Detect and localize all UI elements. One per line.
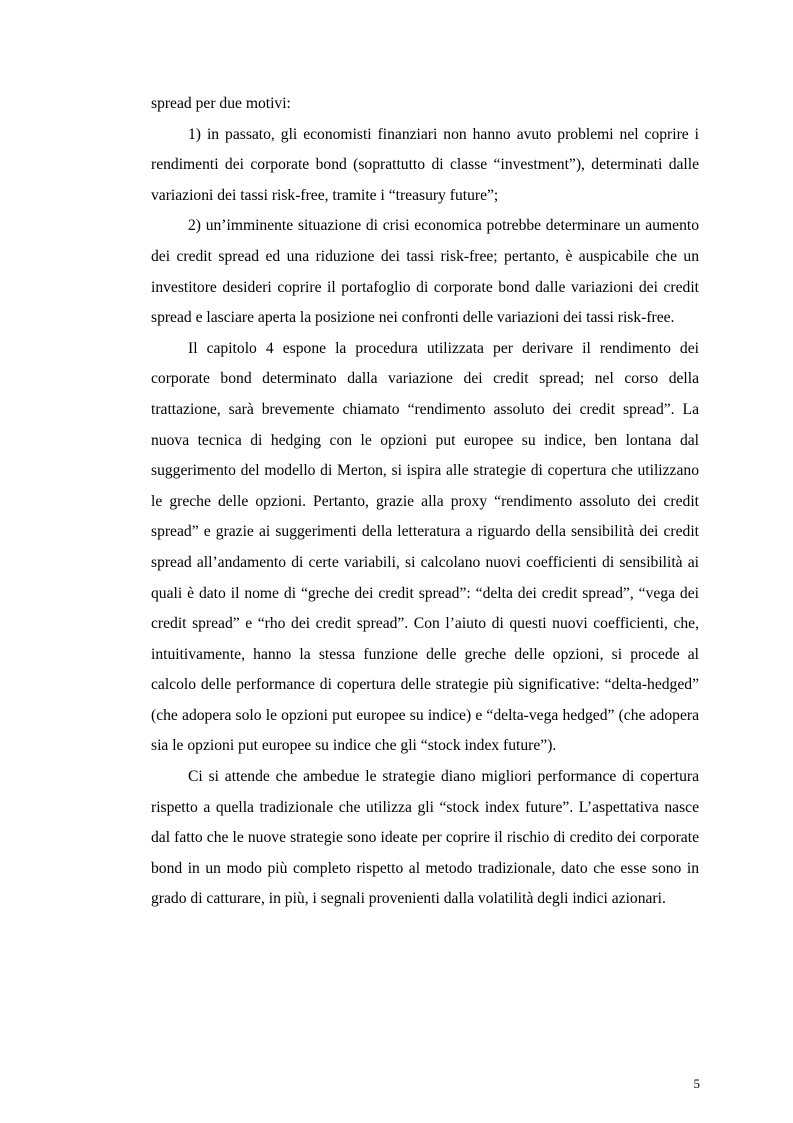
paragraph-chapter-4: Il capitolo 4 espone la procedura utilizzata per derivare il rendimento dei corporate bond determinato dalla variazione dei credit spread; nel corso della trattazione, sarà brevemente chiamato “rendimento assoluto dei credit spread”. La nuova tecnica di hedging con le opzioni put europee su indice, ben lontana dal suggerimento del modello di Merton, si ispira alle strategie di copertura che utilizzano le greche delle opzioni. Pertanto, grazie alla proxy “rendimento assoluto dei credit spread” e grazie ai suggerimenti della letteratura a riguardo della sensibilità dei credit spread all’andamento di certe variabili, si calcolano nuovi coefficienti di sensibilità ai quali è dato il nome di “greche dei credit spread”: “delta dei credit spread”, “vega dei credit spread” e “rho dei credit spread”. Con l’aiuto di questi nuovi coefficienti, che, intuitivamente, hanno la stessa funzione delle greche delle opzioni, si procede al calcolo delle performance di copertura delle strategie più significative: “delta-hedged” (che adopera solo le opzioni put europee su indice) e “delta-vega hedged” (che adopera sia le opzioni put europee su indice che gli “stock index future”).	[151, 339, 699, 755]
paragraph-reason-2: 2) un’imminente situazione di crisi economica potrebbe determinare un aumento dei credit spread ed una riduzione dei tassi risk-free; pertanto, è auspicabile che un investitore desideri coprire il portafoglio di corporate bond dalle variazioni dei credit spread e lasciare aperta la posizione nei confronti delle variazioni dei tassi risk-free.	[151, 217, 699, 327]
paragraph-reason-1: 1) in passato, gli economisti finanziari non hanno avuto problemi nel coprire i rendimenti dei corporate bond (soprattutto di classe “investment”), determinati dalle variazioni dei tassi risk-free, tramite i “treasury future”;	[151, 125, 699, 204]
page-number: 5	[693, 1076, 700, 1091]
body-text	[151, 89, 699, 915]
paragraph-expectations: Ci si attende che ambedue le strategie diano migliori performance di copertura rispetto a quella tradizionale che utilizza gli “stock index future”. L’aspettativa nasce dal fatto che le nuove strategie sono ideate per coprire il rischio di credito dei corporate bond in un modo più completo rispetto al metodo tradizionale, dato che esse sono in grado di catturare, in più, i segnali provenienti dalla volatilità degli indici azionari.	[151, 768, 699, 908]
paragraph-continuation: spread per due motivi:	[151, 95, 291, 112]
